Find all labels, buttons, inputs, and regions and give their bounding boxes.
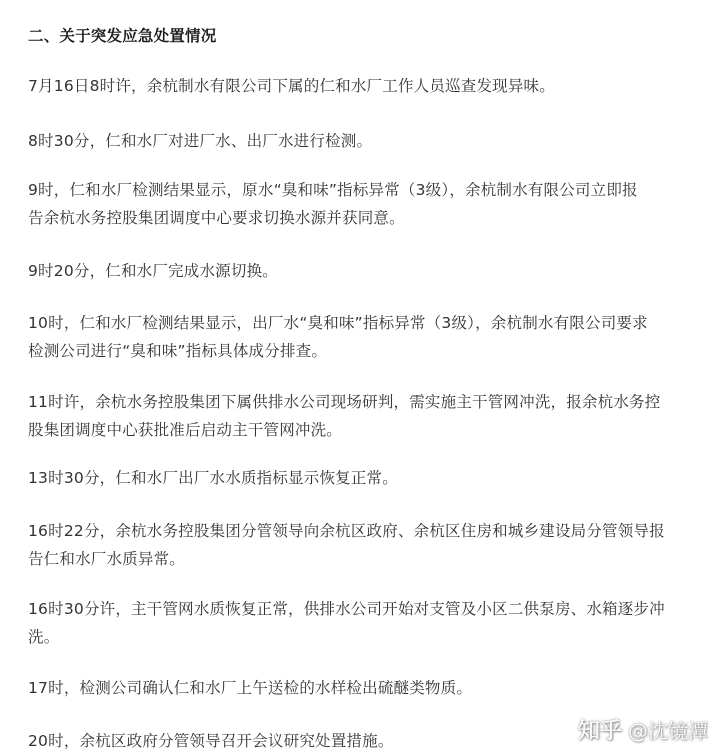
timeline-paragraph (28, 517, 698, 573)
paragraph-line: 10时，仁和水厂检测结果显示，出厂水“臭和味”指标异常（3级），余杭制水有限公司要求 (28, 314, 648, 332)
paragraph-line: 9时20分，仁和水厂完成水源切换。 (28, 262, 278, 280)
paragraph-line: 11时许，余杭水务控股集团下属供排水公司现场研判，需实施主干管网冲洗，报余杭水务控 (28, 393, 661, 411)
paragraph-line: 13时30分，仁和水厂出厂水水质指标显示恢复正常。 (28, 469, 398, 487)
watermark-author: @沈镜潭 (628, 719, 708, 743)
timeline-paragraph (28, 309, 698, 365)
paragraph-line: 告仁和水厂水质异常。 (28, 550, 186, 568)
paragraph-line: 9时，仁和水厂检测结果显示，原水“臭和味”指标异常（3级），余杭制水有限公司立即报 (28, 181, 638, 199)
paragraph-line: 检测公司进行“臭和味”指标具体成分排查。 (28, 342, 328, 360)
timeline-paragraph (28, 674, 698, 702)
timeline-paragraph (28, 127, 698, 155)
paragraph-line: 洗。 (28, 628, 60, 646)
timeline-paragraph (28, 72, 698, 100)
timeline-paragraph (28, 176, 698, 232)
watermark-brand: 知乎 (577, 719, 622, 744)
timeline-paragraph (28, 595, 698, 651)
timeline-paragraph (28, 257, 698, 285)
paragraph-line: 16时30分许，主干管网水质恢复正常，供排水公司开始对支管及小区二供泵房、水箱逐步冲 (28, 600, 665, 618)
zhihu-watermark (578, 714, 708, 745)
timeline-paragraph (28, 464, 698, 492)
paragraph-line: 17时，检测公司确认仁和水厂上午送检的水样检出硫醚类物质。 (28, 679, 473, 697)
section-heading: 二、关于突发应急处置情况 (28, 27, 217, 45)
paragraph-line: 20时，余杭区政府分管领导召开会议研究处置措施。 (28, 732, 394, 750)
paragraph-line: 7月16日8时许，余杭制水有限公司下属的仁和水厂工作人员巡查发现异味。 (28, 77, 555, 95)
timeline-paragraph (28, 388, 698, 444)
paragraph-line: 8时30分，仁和水厂对进厂水、出厂水进行检测。 (28, 132, 373, 150)
paragraph-line: 16时22分，余杭水务控股集团分管领导向余杭区政府、余杭区住房和城乡建设局分管领导报 (28, 522, 665, 540)
paragraph-line: 告余杭水务控股集团调度中心要求切换水源并获同意。 (28, 209, 405, 227)
paragraph-line: 股集团调度中心获批准后启动主干管网冲洗。 (28, 421, 343, 439)
